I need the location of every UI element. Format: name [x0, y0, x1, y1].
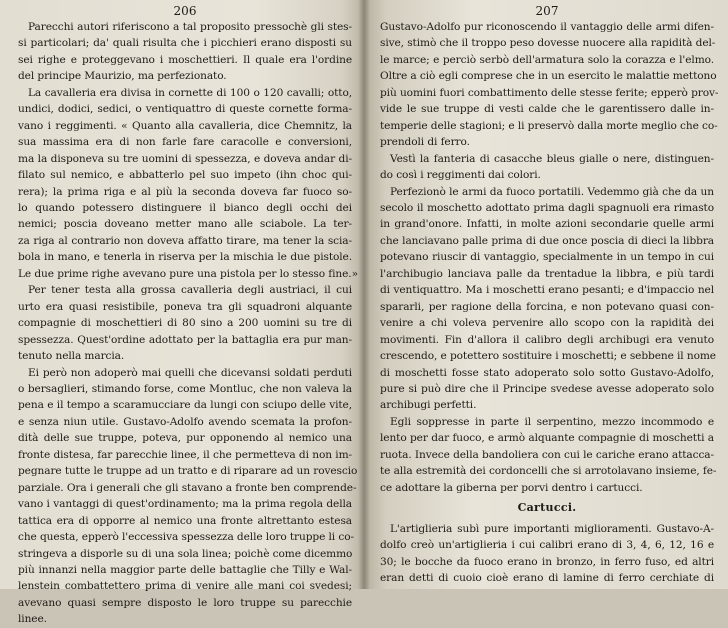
left-page-text	[18, 19, 358, 628]
text-line: di moschetti fosse stato adoperato solo sotto Gustavo-Adolfo,	[380, 366, 714, 379]
text-line: lo quando potessero distinguere il bianco degli occhi dei	[18, 201, 352, 214]
text-line: parziale. Ora i generali che gli stavano a fronte ben comprende-	[18, 481, 357, 494]
text-line: filato sul nemico, e abbatterlo pel suo impeto (ihn choc qui-	[18, 169, 352, 182]
text-line: do così i reggimenti dai colori.	[380, 169, 541, 182]
right-page-text-upper	[380, 19, 719, 496]
text-line: spessezza. Quest'ordine adottato per la battaglia era pur man-	[18, 333, 352, 346]
text-line: undici, dodici, sedici, o ventiquattro di queste cornette forma-	[18, 103, 352, 116]
text-line: spararli, per ragione della forcina, e non potevano quasi con-	[380, 300, 714, 313]
text-line: stringeva a disporle su di una sola linea; poichè come dicemmo	[18, 547, 353, 560]
text-line: tenuto nella marcia.	[18, 350, 125, 363]
text-line: ce adottare la giberna per porvi dentro i cartucci.	[380, 481, 643, 494]
text-line: che lanciavano palle prima di due once poscia di dieci la libbra	[380, 234, 714, 247]
section-heading: Cartucci.	[517, 501, 577, 515]
text-line: o bersaglieri, stimando forse, come Montluc, che non valeva la	[18, 382, 352, 395]
text-line: vano i vantaggi di quest'ordinamento; ma la prima regola della	[18, 498, 352, 511]
text-line: si particolari; da' quali risulta che i picchieri erano disposti su	[18, 37, 352, 50]
text-line: bola in mano, e tenerla in riserva per la mischia le due pistole.	[18, 251, 352, 264]
right-page-number: 207	[535, 4, 559, 18]
text-line: nemici; poscia doveano metter mano alle sciabole. La ter-	[18, 218, 352, 231]
text-line: pegnare tutte le truppe ad un tratto e di riparare ad un rovescio	[18, 465, 358, 478]
text-line: linee.	[18, 613, 47, 626]
text-line: tattica era di opporre al nemico una fronte altrettanto estesa	[18, 514, 352, 527]
text-line: avevano quasi sempre disposto le loro truppe su parecchie	[18, 596, 352, 609]
text-line: del principe Maurizio, ma perfezionato.	[18, 70, 227, 83]
text-line: Ei però non adoperò mai quelli che dicevansi soldati perduti	[28, 366, 352, 379]
text-line: L'artiglieria subì pure importanti miglioramenti. Gustavo-A-	[390, 522, 714, 535]
text-line: temperie delle stagioni; e li preservò dalla morte meglio che co-	[380, 119, 718, 132]
text-line: pena e il tempo a scaramucciare da lungi con sciupo delle vite,	[18, 399, 352, 412]
text-line: Parecchi autori riferiscono a tal proposito pressochè gli stes-	[28, 21, 352, 33]
text-line: che questa, epperò l'eccessiva spessezza delle loro truppe li co-	[18, 531, 354, 544]
text-line: Perfezionò le armi da fuoco portatili. Vedemmo già che da un	[390, 185, 714, 198]
text-line: più uomini fuori combattimento delle stesse ferite; epperò prov-	[380, 86, 719, 99]
text-line: crescendo, e potettero sostituire i moschetti; e sebbene il nome	[380, 350, 716, 363]
text-line: ma la disponeva su tre uomini di spessezza, e doveva andar di-	[18, 152, 352, 165]
text-line: vide le sue truppe di vesti calde che le garentissero dalle in-	[380, 103, 714, 116]
text-line: Vestì la fanteria di casacche bleus gialle o nere, distinguen-	[390, 152, 714, 165]
text-line: sive, stimò che il troppo peso dovesse nuocere alla rapidità del-	[380, 37, 716, 50]
text-line: pure si può dire che il Principe svedese avesse adoperato solo	[380, 382, 714, 395]
text-line: potevano riuscir di vantaggio, specialmente in un tempo in cui	[380, 251, 714, 264]
left-page-number: 206	[173, 4, 197, 18]
text-line: dità delle sue truppe, poteva, pur opponendo al nemico una	[18, 432, 352, 445]
text-line: Gustavo-Adolfo pur riconoscendo il vantaggio delle armi difen-	[380, 21, 714, 33]
right-page-text-lower	[380, 521, 714, 587]
text-line: venire a chi voleva pervenire allo scopo con la rapidità dei	[380, 317, 714, 330]
text-line: rera); la prima riga e al più la seconda doveva far fuoco so-	[18, 185, 352, 198]
text-line: eran detti di cuoio cioè erano di lamine di ferro cerchiate di	[380, 571, 714, 584]
text-line: di ventiquattro. Ma i moschetti erano pesanti; e d'impaccio nel	[380, 284, 714, 297]
right-page	[364, 0, 728, 589]
text-line: più innanzi nella maggior parte delle battaglie che Tilly e Wal-	[18, 563, 352, 576]
text-line: movimenti. Fin d'allora il calibro degli archibugi era venuto	[380, 333, 714, 346]
text-line: dolfo creò un'artiglieria i cui calibri erano di 3, 4, 6, 12, 16 e	[380, 539, 714, 552]
text-line: secolo il moschetto adottato prima dagli spagnuoli era rimasto	[380, 201, 714, 214]
text-line: za riga al contrario non doveva affatto tirare, ma tener la scia-	[18, 234, 352, 247]
text-line: vano i reggimenti. « Quanto alla cavalleria, dice Chemnitz, la	[18, 119, 352, 132]
text-line: Egli soppresse in parte il serpentino, mezzo incommodo e	[390, 415, 714, 428]
text-line: le marce; e perciò serbò dell'armatura solo la corazza e l'elmo.	[380, 53, 714, 66]
text-line: La cavalleria era divisa in cornette di 100 o 120 cavalli; otto,	[28, 86, 352, 99]
text-line: urto era quasi resistibile, poneva tra gli squadroni alquante	[18, 300, 352, 313]
text-line: Le due prime righe avevano pure una pistola per lo stesso fine.»	[18, 267, 358, 280]
text-line: Per tener testa alla grossa cavalleria degli austriaci, il cui	[28, 284, 352, 297]
text-line: l'archibugio lanciava palle da trentadue la libbra, e più tardi	[380, 267, 714, 280]
text-line: lento per dar fuoco, e armò alquante compagnie di moschetti a	[380, 432, 714, 445]
book-gutter	[358, 0, 370, 589]
text-line: Oltre a ciò egli comprese che in un esercito le malattie mettono	[380, 70, 717, 83]
text-line: lenstein combattettero prima di venire alle mani coi svedesi;	[18, 580, 352, 593]
text-line: compagnie di moschettieri di 80 sino a 200 uomini su tre di	[18, 317, 352, 330]
text-line: archibugi perfetti.	[380, 399, 477, 412]
text-line: fronte distesa, far parecchie linee, il che permetteva di non im-	[18, 448, 352, 461]
text-line: ruota. Invece della bandoliera con cui le cariche erano attacca-	[380, 448, 714, 461]
text-line: 30; le bocche da fuoco erano in bronzo, in ferro fuso, ed altri	[380, 555, 714, 568]
left-page	[0, 0, 364, 626]
text-line: sei righe e proteggevano i moschettieri. Il quale era l'ordine	[18, 53, 352, 66]
text-line: e senza niun utile. Gustavo-Adolfo avendo scemata la profon-	[18, 415, 352, 428]
text-line: in grand'onore. Infatti, in molte azioni secondarie quelle armi	[380, 218, 714, 231]
text-line: sua massima era di non farle fare caracolle e conversioni,	[18, 136, 352, 149]
text-line: te alla estremità dei cordoncelli che si arrotolavano insieme, fe-	[380, 465, 717, 478]
text-line: prendoli di ferro.	[380, 136, 470, 149]
